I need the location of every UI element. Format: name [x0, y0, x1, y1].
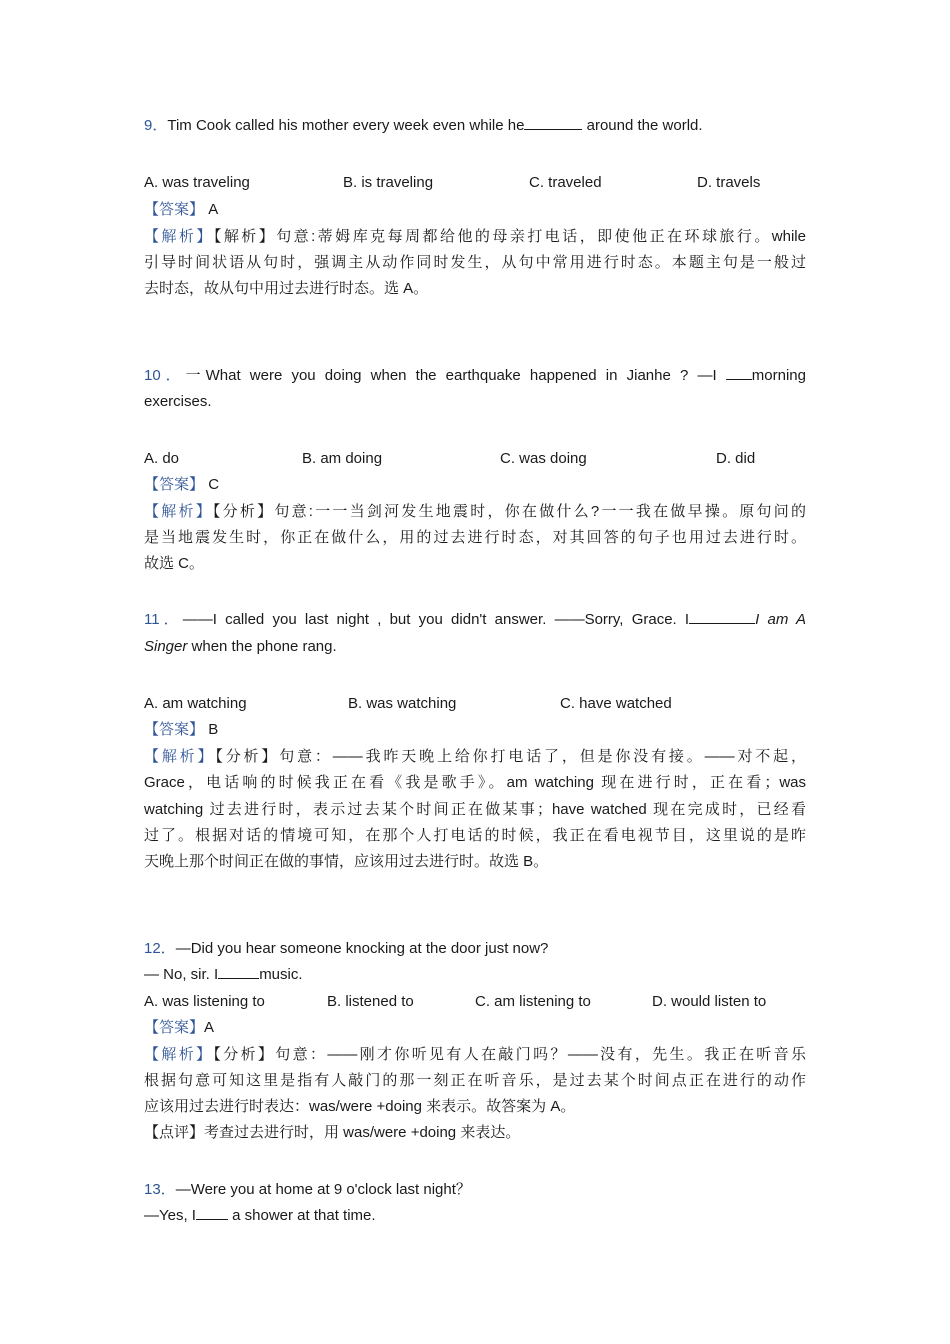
q12-answer-value: A [204, 1019, 215, 1036]
q10-answer-tag: 【答案】 [144, 476, 205, 493]
q12-analysis-line-1: 【解析】【分析】句意：——刚才你听见有人在敲门吗？——没有，先生。我正在听音乐 [144, 1046, 806, 1063]
q12-answer [144, 1015, 214, 1041]
q10-option-a: A. do [144, 450, 180, 467]
q11-analysis-line-1: 【解析】【分析】句意：——我昨天晚上给你打电话了，但是你没有接。——对不起， [144, 748, 806, 765]
q11-option-c: C. have watched [560, 695, 672, 712]
q12-answer-tag: 【答案】 [144, 1019, 205, 1036]
q10-option-b: B. am doing [302, 450, 383, 467]
q12-number: 12． [144, 940, 176, 957]
q11-answer-value: B [208, 721, 219, 738]
q13-number: 13． [144, 1181, 176, 1198]
q9-option-c: C. traveled [529, 174, 602, 191]
q11-answer-tag: 【答案】 [144, 721, 205, 738]
q12-analysis-line-3: 应该用过去进行时表达：was/were +doing 来表示。故答案为 A。 [144, 1098, 576, 1115]
q9-after: around the world. [586, 117, 703, 134]
q11-analysis-line-5: 天晚上那个时间正在做的事情，应该用过去进行时。故选 B。 [144, 853, 549, 870]
q13-stem-line-2: —Yes, I a shower at that time. [144, 1203, 376, 1229]
q12-option-d: D. would listen to [652, 993, 767, 1010]
q13-text: —Were you at home at 9 o'clock last night？ [175, 1181, 471, 1198]
q11-option-b: B. was watching [348, 695, 457, 712]
q10-analysis-line-2: 是当地震发生时，你正在做什么，用的过去进行时态，对其回答的句子也用过去进行时。 [144, 529, 806, 546]
q13-blank [196, 1203, 228, 1220]
q10-answer [144, 472, 219, 498]
q11-number: 11． [144, 611, 183, 628]
q10-stem [144, 363, 806, 389]
q11-option-a: A. am watching [144, 695, 247, 712]
q10-option-c: C. was doing [500, 450, 587, 467]
q9-number: 9． [144, 117, 168, 134]
q11-analysis-line-2: Grace，电话响的时候我正在看《我是歌手》。am watching 现在进行时，正在看；was [144, 774, 806, 791]
q12-option-a: A. was listening to [144, 993, 265, 1010]
q9-analysis-line-2: 引导时间状语从句时，强调主从动作同时发生，从句中常用进行时态。本题主句是一般过 [144, 254, 806, 271]
q12-analysis-tag: 【解析】 [144, 1046, 214, 1063]
q10-blank [726, 363, 752, 380]
q10-text: 一What were you doing when the earthquake happened in Jianhe ? —I [185, 367, 717, 384]
q11-answer [144, 717, 218, 743]
q11-analysis-line-4: 过了。根据对话的情境可知，在那个人打电话的时候，我正在看电视节目，这里说的是昨 [144, 827, 806, 844]
q11-stem-line-2: Singer when the phone rang. [144, 638, 337, 655]
q11-text: ——I called you last night , but you didn't answer. ——Sorry, Grace. I [182, 611, 690, 628]
q11-analysis-tag: 【解析】 [144, 748, 216, 765]
q12-option-b: B. listened to [327, 993, 414, 1010]
q10-stem-line-2: exercises. [144, 393, 212, 410]
q9-blank [524, 113, 582, 130]
q10-analysis-line-3: 故选 C。 [144, 555, 205, 572]
q10-option-d: D. did [716, 450, 756, 467]
q9-option-b: B. is traveling [343, 174, 434, 191]
q12-blank [218, 962, 259, 979]
q9-answer-tag: 【答案】 [144, 201, 205, 218]
q9-option-a: A. was traveling [144, 174, 250, 191]
q10-answer-value: C [208, 476, 220, 493]
q9-analysis-line-3: 去时态，故从句中用过去进行时态。选 A。 [144, 280, 429, 297]
q10-number: 10． [144, 367, 186, 384]
q9-analysis-line-1: 【解析】【解析】句意:蒂姆库克每周都给他的母亲打电话，即使他正在环球旅行。while [144, 228, 806, 245]
q11-analysis-line-3: watching 过去进行时，表示过去某个时间正在做某事；have watched 现在完成时，已经看 [144, 801, 806, 818]
q10-after: morning [751, 367, 806, 384]
q12-option-c: C. am listening to [475, 993, 591, 1010]
q12-comment: 【点评】考查过去进行时，用 was/were +doing 来表达。 [144, 1124, 521, 1141]
q11-stem [144, 607, 806, 633]
q11-after-italic: I am A [755, 611, 807, 628]
q12-stem-line-2: — No, sir. I music. [144, 962, 303, 988]
q9-text: Tim Cook called his mother every week even while he [167, 117, 525, 134]
q9-answer [144, 197, 218, 223]
q10-analysis-tag: 【解析】 [144, 503, 213, 520]
q9-stem [144, 113, 703, 139]
q9-answer-value: A [208, 201, 219, 218]
q13-stem [144, 1177, 471, 1203]
q9-option-d: D. travels [697, 174, 761, 191]
q12-stem [144, 936, 548, 962]
q11-blank [689, 607, 755, 624]
q12-analysis-line-2: 根据句意可知这里是指有人敲门的那一刻正在听音乐，是过去某个时间点正在进行的动作 [144, 1072, 806, 1089]
q12-text: —Did you hear someone knocking at the door just now? [175, 940, 549, 957]
q10-analysis-line-1: 【解析】【分析】句意:一一当剑河发生地震时，你在做什么?一一我在做早操。原句问的 [144, 503, 806, 520]
q9-analysis-tag: 【解析】 [144, 228, 214, 245]
